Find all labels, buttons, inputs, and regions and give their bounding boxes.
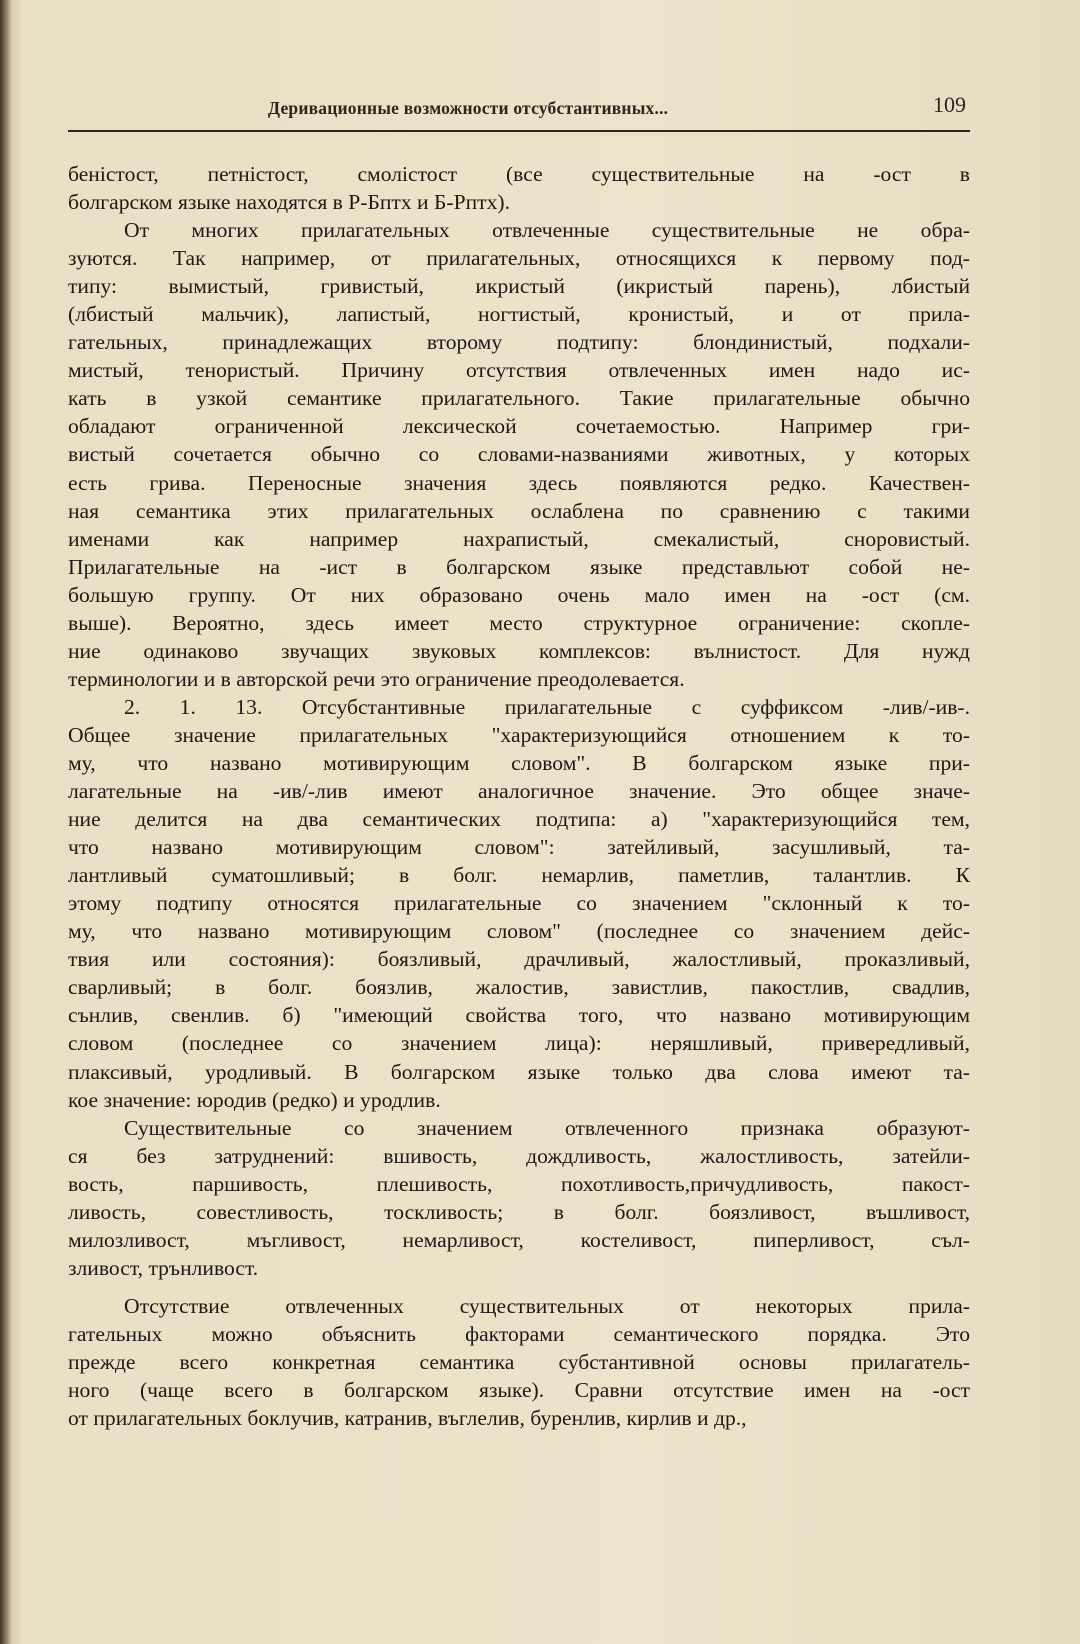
text-line: плаксивый, уродливый. В болгарском языке только два слова имеют та-: [68, 1059, 970, 1084]
text-line: му, что названо мотивирующим словом" (последнее со значением дейс-: [68, 919, 970, 944]
text-line: кать в узкой семантике прилагательного. Такие прилагательные обычно: [68, 386, 970, 411]
paragraph-p2: [68, 216, 970, 693]
text-line: ная семантика этих прилагательных ослаблена по сравнению с такими: [68, 498, 970, 523]
text-line: Существительные со значением отвлеченного признака образуют-: [124, 1115, 970, 1140]
text-line: кое значение: юродив (редко) и уродлив.: [68, 1087, 441, 1112]
text-line: ся без затруднений: вшивость, дождливость, жалостливость, затейли-: [68, 1143, 970, 1168]
text-line: гательных можно объяснить факторами семантического порядка. Это: [68, 1321, 970, 1346]
text-line: словом (последнее со значением лица): неряшливый, привередливый,: [68, 1031, 970, 1056]
paragraph-p1: [68, 160, 970, 216]
text-line: вость, паршивость, плешивость, похотливость,причудливость, пакост-: [68, 1171, 970, 1196]
text-line: милозливост, мъгливост, немарливост, костеливост, пиперливост, съл-: [68, 1227, 970, 1252]
text-line: вистый сочетается обычно со словами-названиями животных, у которых: [68, 442, 970, 467]
text-line: лагательные на -ив/-лив имеют аналогичное значение. Это общее значе-: [68, 779, 970, 804]
running-title: Деривационные возможности отсубстантивных...: [268, 98, 669, 118]
text-line: большую группу. От них образовано очень мало имен на -ост (см.: [68, 582, 970, 607]
text-line: ливость, совестливость, тоскливость; в болг. боязливост, въшливост,: [68, 1199, 970, 1224]
text-line: обладают ограниченной лексической сочетаемостью. Например гри-: [68, 414, 970, 439]
text-line: Общее значение прилагательных "характеризующийся отношением к то-: [68, 722, 970, 747]
text-line: типу: вымистый, гривистый, икристый (икристый парень), лбистый: [68, 274, 970, 299]
text-line: ние делится на два семантических подтипа: а) "характеризующийся тем,: [68, 807, 970, 832]
page-body: [68, 160, 970, 1432]
text-line: От многих прилагательных отвлеченные существительные не обра-: [124, 218, 970, 243]
page-number: 109: [933, 92, 966, 117]
text-line: Прилагательные на -ист в болгарском языке представльют собой не-: [68, 554, 970, 579]
text-line: (лбистый мальчик), лапистый, ногтистый, кронистый, и от прила-: [68, 302, 970, 327]
text-line: от прилагательных боклучив, катранив, въглелив, буренлив, кирлив и др.,: [68, 1406, 747, 1431]
text-line: этому подтипу относятся прилагательные со значением "склонный к то-: [68, 891, 970, 916]
text-line: болгарском языке находятся в Р-Бптх и Б-Рптх).: [68, 190, 510, 215]
paragraph-p4: [68, 1114, 970, 1282]
text-line: мистый, тенористый. Причину отсутствия отвлеченных имен надо ис-: [68, 358, 970, 383]
text-line: именами как например нахрапистый, смекалистый, сноровистый.: [68, 526, 970, 551]
text-line: зливост, трънливост.: [68, 1255, 259, 1280]
text-line: сварливый; в болг. боязлив, жалостив, завистлив, пакостлив, свадлив,: [68, 975, 970, 1000]
text-line: сънлив, свенлив. б) "имеющий свойства того, что названо мотивирующим: [68, 1003, 970, 1028]
page-header: [68, 92, 970, 132]
text-line: Отсутствие отвлеченных существительных от некоторых прила-: [124, 1293, 970, 1318]
text-line: выше). Вероятно, здесь имеет место структурное ограничение: скопле-: [68, 610, 970, 635]
text-line: лантливый суматошливый; в болг. немарлив, паметлив, талантлив. К: [68, 863, 970, 888]
text-line: прежде всего конкретная семантика субстантивной основы прилагатель-: [68, 1349, 970, 1374]
paragraph-p3: [68, 693, 970, 1114]
text-line: есть грива. Переносные значения здесь появляются редко. Качествен-: [68, 470, 970, 495]
paragraph-gap: [68, 1282, 970, 1292]
paragraph-p5: [68, 1292, 970, 1432]
text-line: гательных, принадлежащих второму подтипу: блондинистый, подхали-: [68, 330, 970, 355]
text-line: му, что названо мотивирующим словом". В болгарском языке при-: [68, 750, 970, 775]
text-line: ние одинаково звучащих звуковых комплексов: вълнистост. Для нужд: [68, 638, 970, 663]
text-line: ного (чаще всего в болгарском языке). Сравни отсутствие имен на -ост: [68, 1378, 970, 1403]
text-line: что названо мотивирующим словом": затейливый, засушливый, та-: [68, 835, 970, 860]
text-line: беністост, петністост, смолістост (все существительные на -ост в: [68, 162, 970, 186]
text-line: 2. 1. 13. Отсубстантивные прилагательные с суффиксом -лив/-ив-.: [124, 694, 970, 719]
text-line: терминологии и в авторской речи это ограничение преодолевается.: [68, 666, 685, 691]
text-line: твия или состояния): боязливый, драчливый, жалостливый, проказливый,: [68, 947, 970, 972]
text-line: зуются. Так например, от прилагательных, относящихся к первому под-: [68, 246, 970, 271]
